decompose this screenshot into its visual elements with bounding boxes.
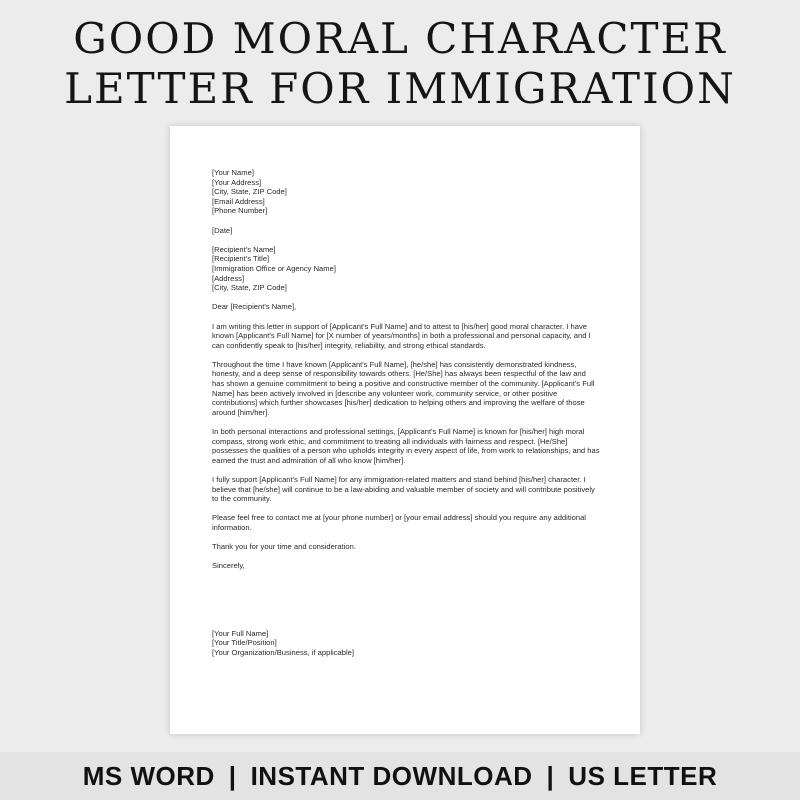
letter-body [212, 168, 600, 667]
signature-line: [Your Organization/Business, if applicable] [212, 647, 354, 657]
date-line: [Date] [212, 225, 233, 235]
recipient-line: [Address] [212, 273, 245, 283]
sender-line: [Your Address] [212, 177, 262, 187]
footer-banner [0, 752, 800, 800]
signature-space [212, 581, 600, 629]
sender-line: [Your Name] [212, 168, 254, 177]
footer-item-instant-download: INSTANT DOWNLOAD [250, 760, 533, 791]
footer-item-us-letter: US LETTER [568, 760, 718, 791]
signature-line: [Your Full Name] [212, 628, 269, 638]
body-paragraph: Please feel free to contact me at [your phone number] or [your email address] should you require any additional information. [212, 513, 586, 532]
recipient-block [212, 245, 600, 293]
title-line-1: GOOD MORAL CHARACTER [73, 14, 727, 63]
closing: Sincerely, [212, 561, 245, 571]
sender-line: [City, State, ZIP Code] [212, 187, 287, 197]
sender-line: [Phone Number] [212, 206, 268, 216]
recipient-line: [Immigration Office or Agency Name] [212, 263, 336, 273]
title-line-2: LETTER FOR IMMIGRATION [64, 64, 736, 113]
signature-block [212, 629, 600, 658]
body-paragraph: Thank you for your time and consideration. [212, 542, 356, 552]
recipient-line: [Recipient's Title] [212, 254, 270, 264]
body-paragraph: In both personal interactions and professional settings, [Applicant's Full Name] is known for [his/her] high moral compass, strong work ethic, and commitment to treating all individuals with fairness and respect. [He/She] possesses the qualities of a person who upholds integrity in every aspect of life, from work to relationships, and has earned the trust and admiration of all who know [him/her]. [212, 427, 600, 465]
signature-line: [Your Title/Position] [212, 638, 277, 648]
body-paragraph: Throughout the time I have known [Applicant's Full Name], [he/she] has consistently demonstrated kindness, honesty, and a deep sense of responsibility towards others. [He/She] has always been respectful of the law and has shown a genuine commitment to being a positive and constructive member of the community. [Applicant's Full Name] has been actively involved in [describe any volunteer work, community service, or other positive contributions] which further showcases [his/her] dedication to helping others and improving the welfare of those around [him/her]. [212, 359, 595, 417]
footer-separator: | [546, 760, 555, 791]
body-paragraph: I am writing this letter in support of [Applicant's Full Name] and to attest to [his/her] good moral character. I have known [Applicant's Full Name] for [X number of years/months] in both a professional and personal capacity, and I can confidently speak to [his/her] integrity, reliability, and strong ethical standards. [212, 321, 591, 350]
footer-separator: | [228, 760, 237, 791]
salutation: Dear [Recipient's Name], [212, 302, 297, 312]
body-paragraph: I fully support [Applicant's Full Name] for any immigration-related matters and stand behind [his/her] character. I believe that [he/she] will continue to be a law-abiding and valuable member of society and will contribute positively to the community. [212, 475, 595, 504]
page-title [0, 14, 800, 114]
sender-block [212, 168, 600, 216]
letter-page [170, 126, 640, 734]
footer-item-ms-word: MS WORD [82, 760, 215, 791]
recipient-line: [City, State, ZIP Code] [212, 283, 287, 293]
recipient-line: [Recipient's Name] [212, 244, 276, 254]
sender-line: [Email Address] [212, 196, 265, 206]
